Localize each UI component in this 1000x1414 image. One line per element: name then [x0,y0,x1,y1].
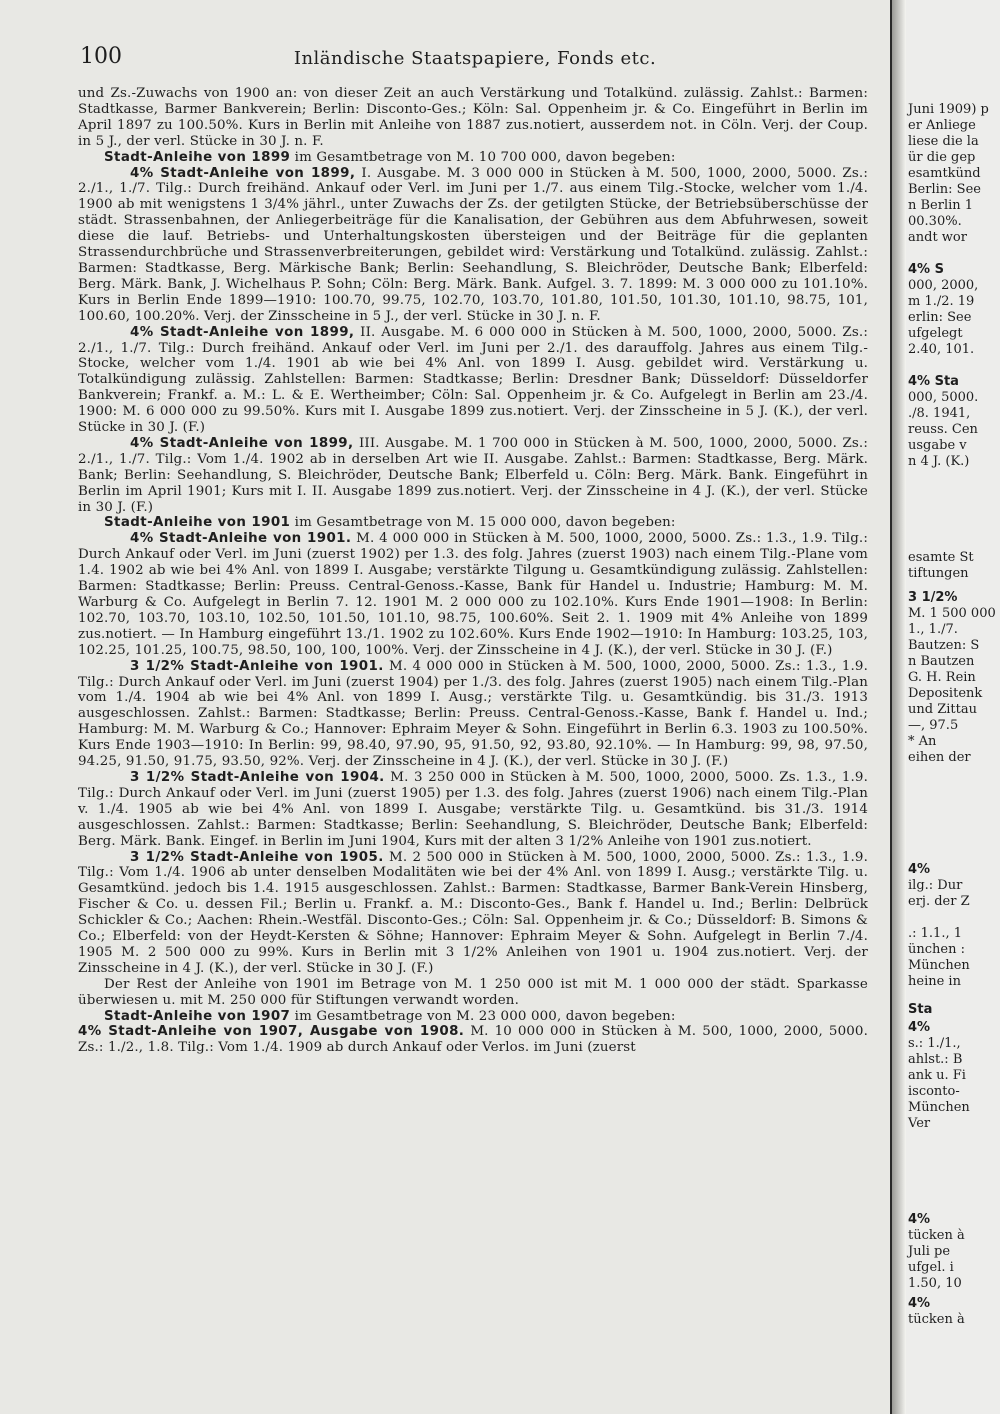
adjacent-page-text-fragment: n 4 J. (K.) [908,454,970,469]
paragraph-text: im Gesamtbetrage von M. 23 000 000, davon begeben: [290,1008,676,1024]
adjacent-page-text-fragment: ufgel. i [908,1260,954,1275]
adjacent-page-text-fragment: ank u. Fi [908,1068,966,1083]
paragraph-text: M. 4 000 000 in Stücken à M. 500, 1000, 2000, 5000. Zs.: 1.3., 1.9. Tilg.: Durch Ankauf oder Verl. im Juni (zuerst 1904) per 1./3. des folg. Jahres (zuerst 1905) nach einem Tilg.-Plan vom 1./4. 1904 ab wie bei 4% Anl. von 1899 I. Ausg.; verstärkte Tilg. u. Gesamtkündig. bis 31./3. 1913 ausgeschlossen. Zahlst.: Barmen: Stadtkasse; Berlin: Preuss. Central-Genoss.-Kasse, Bank f. Handel u. Ind.; Hamburg: M. M. Warburg & Co.; Hannover: Ephraim Meyer & Sohn. Eingeführt in Berlin 6.3. 1903 zu 100.50%. Kurs Ende 1903—1910: In Berlin: 99, 98.40, 97.90, 95, 91.50, 92, 93.80, 92.10%. — In Hamburg: 99, 98, 97.50, 94.25, 91.50, 91.75, 93.50, 92%. Verj. der Zinsscheine in 4 J. (K.), der verl. Stücke in 30 J. (F.) [78,658,868,770]
adjacent-page-text-fragment: 00.30%. [908,214,962,229]
adjacent-page-text-fragment: erlin: See [908,310,972,325]
adjacent-page-text-fragment: 000, 2000, [908,278,979,293]
adjacent-page-text-fragment: ünchen : [908,942,965,957]
adjacent-page-text-fragment: Juni 1909) p [908,102,989,117]
paragraph [78,850,868,977]
paragraph [78,166,868,325]
adjacent-page-text-fragment: Depositenk [908,686,983,701]
paragraph-text: III. Ausgabe. M. 1 700 000 in Stücken à M. 500, 1000, 2000, 5000. Zs.: 2./1., 1./7. Tilg.: Vom 1./4. 1902 ab in derselben Art wie II. Ausgabe. Zahlst.: Barmen: Stadtkasse, Berg. Märk. Bank; Berlin: Seehandlung, S. Bleichröder, Deutsche Bank; Elberfeld u. Cöln: Berg. Märk. Bank. Eingeführt in Berlin im April 1901; Kurs mit I. II. Ausgabe 1899 zus.notiert. Verj. der Zinsscheine in 4 J. (K.), der verl. Stücke in 30 J. (F.) [78,435,868,515]
running-title: Inländische Staatspapiere, Fonds etc. [293,48,657,69]
paragraph-text: Der Rest der Anleihe von 1901 im Betrage von M. 1 250 000 ist mit M. 1 000 000 der städt. Sparkasse überwiesen u. mit M. 250 000 für Stiftungen verwandt worden. [78,976,868,1008]
adjacent-page-text-fragment: und Zittau [908,702,977,717]
adjacent-page-text-fragment: 4% Sta [908,374,959,389]
adjacent-page-text-fragment: Ver [908,1116,931,1131]
adjacent-page-text-fragment: 2.40, 101. [908,342,975,357]
adjacent-page-text-fragment: ilg.: Dur [908,878,963,893]
loan-heading: Stadt-Anleihe von 1901 [104,515,291,531]
paragraph [78,659,868,770]
paragraph-text: I. Ausgabe. M. 3 000 000 in Stücken à M. 500, 1000, 2000, 5000. Zs.: 2./1., 1./7. Tilg.: Durch freihänd. Ankauf oder Verl. im Juni per 1./7. aus einem Tilg.-Stocke, welcher vom 1./4. 1900 ab mit wenigstens 1 3/4% jährl., unter Zuwachs der Zs. der getilgten Stücke, der Betriebsüberschüsse der städt. Strassenbahnen, der Anliegerbeiträge für die Kanalisation, der Gebühren aus dem Abfuhrwesen, soweit diese die lauf. Betriebs- und Unterhaltungskosten übersteigen und der Beiträge für die geplanten Strassendurchbrüche und Strassenverbreiterungen, gebildet wird: Verstärkung und Totalkünd. zulässig. Zahlst.: Barmen: Stadtkasse, Berg. Märkische Bank; Berlin: Seehandlung, S. Bleichröder, Deutsche Bank; Elberfeld: Berg. Märk. Bank, J. Wichelhaus P. Sohn; Cöln: Berg. Märk. Bank. Aufgel. 3. 7. 1899: M. 3 000 000 zu 101.10%. Kurs in Berlin Ende 1899—1910: 100.70, 99.75, 102.70, 103.70, 101.80, 101.50, 101.30, 101.10, 98.75, 101, 100.60, 100.20%. Verj. der Zinsscheine in 5 J., der verl. Stücke in 30 J. n. F. [78,165,868,324]
adjacent-page-text-fragment: andt wor [908,230,967,245]
adjacent-page-text-fragment: 3 1/2% [908,590,958,605]
adjacent-page-text-fragment: usgabe v [908,438,967,453]
adjacent-page-text-fragment: s.: 1./1., [908,1036,961,1051]
adjacent-page-text-fragment: 4% [908,1212,931,1227]
adjacent-page-text-fragment: M. 1 500 000 [908,606,996,621]
paragraph-text: M. 3 250 000 in Stücken à M. 500, 1000, 2000, 5000. Zs. 1.3., 1.9. Tilg.: Durch Ankauf oder Verl. im Juni (zuerst 1905) per 1.3. des folg. Jahres (zuerst 1906) nach einem Tilg.-Plan v. 1./4. 1905 ab wie bei 4% Anl. von 1899 I. Ausgabe; verstärkte Tilg. u. Gesamtkünd. bis 31./3. 1914 ausgeschlossen. Zahlst.: Barmen: Stadtkasse; Berlin: Seehandlung, S. Bleichröder, Deutsche Bank; Elberfeld: Berg. Märk. Bank. Eingef. in Berlin im Juni 1904, Kurs mit der alten 3 1/2% Anleihe von 1901 zus.notiert. [78,769,869,849]
adjacent-page-fragment [906,0,1000,1414]
loan-heading: 4% Stadt-Anleihe von 1899, [130,324,355,340]
loan-heading: 4% Stadt-Anleihe von 1899, [130,435,354,451]
paragraph [78,770,868,850]
paragraph [78,1009,868,1025]
adjacent-page-text-fragment: m 1./2. 19 [908,294,975,309]
book-gutter [892,0,906,1414]
adjacent-page-text-fragment: ahlst.: B [908,1052,963,1067]
adjacent-page-text-fragment: tücken à [908,1228,965,1243]
adjacent-page-text-fragment: Juli pe [908,1244,951,1259]
adjacent-page-text-fragment: 1.50, 10 [908,1276,962,1291]
adjacent-page-text-fragment: G. H. Rein [908,670,976,685]
adjacent-page-text-fragment: er Anliege [908,118,976,133]
adjacent-page-text-fragment: n Bautzen [908,654,975,669]
adjacent-page-text-fragment: München [908,1100,970,1115]
paragraph-text: M. 2 500 000 in Stücken à M. 500, 1000, 2000, 5000. Zs.: 1.3., 1.9. Tilg.: Vom 1./4. 1906 ab unter denselben Modalitäten wie bei der 4% Anl. von 1899 I. Ausg.; verstärkte Tilg. u. Gesamtkünd. jedoch bis 1.4. 1915 ausgeschlossen. Zahlst.: Barmen: Stadtkasse, Barmer Bank-Verein Hinsberg, Fischer & Co. u. dessen Fil.; Berlin u. Frankf. a. M.: Disconto-Ges., Bank f. Handel u. Ind.; Berlin: Delbrück Schickler & Co.; Aachen: Rhein.-Westfäl. Disconto-Ges.; Cöln: Sal. Oppenheim jr. & Co.; Düsseldorf: B. Simons & Co.; Elberfeld: von der Heydt-Kersten & Söhne; Hannover: Ephraim Meyer & Sohn. Aufgelegt in Berlin 7./4. 1905 M. 2 500 000 zu 99%. Kurs in Berlin mit 3 1/2% Anleihen von 1901 u. 1904 zus.notiert. Verj. der Zinsscheine in 4 J. (K.), der verl. Stücke in 30 J. (F.) [78,849,868,976]
paragraph-text: M. 10 000 000 in Stücken à M. 500, 1000, 2000, 5000. Zs.: 1./2., 1.8. Tilg.: Vom 1./4. 1909 ab durch Ankauf oder Verlos. im Juni (zuerst [78,1024,869,1056]
adjacent-page-text-fragment: erj. der Z [908,894,970,909]
paragraph-text: II. Ausgabe. M. 6 000 000 in Stücken à M. 500, 1000, 2000, 5000. Zs.: 2./1., 1./7. Tilg.: Durch freihänd. Ankauf oder Verl. im Juni per 2./1. des darauffolg. Jahres aus einem Tilg.-Stocke, welcher vom 1./4. 1901 ab wie bei 4% Anl. von 1899 I. Ausg. gebildet wird. Verstärkung u. Totalkündigung zulässig. Zahlstellen: Barmen: Stadtkasse; Berlin: Dresdner Bank; Düsseldorf: Düsseldorfer Bankverein; Frankf. a. M.: L. & E. Wertheimber; Cöln: Sal. Oppenheim jr. & Co. Aufgelegt in Berlin am 23./4. 1900: M. 6 000 000 zu 99.50%. Kurs mit I. Ausgabe 1899 zus.notiert. Verj. der Zinsscheine in 5 J. (K.), der verl. Stücke in 30 J. (F.) [78,324,868,436]
paragraph-text: und Zs.-Zuwachs von 1900 an: von dieser Zeit an auch Verstärkung und Totalkünd. zulässig. Zahlst.: Barmen: Stadtkasse, Barmer Bankverein; Berlin: Disconto-Ges.; Köln: Sal. Oppenheim jr. & Co. Eingeführt in Berlin im April 1897 zu 100.50%. Kurs in Berlin mit Anleihe von 1887 zus.notiert, ausserdem not. in Cöln. Verj. der Coup. in 5 J., der verl. Stücke in 30 J. n. F. [78,86,868,149]
adjacent-page-text-fragment: eihen der [908,750,971,765]
paragraph [78,436,868,516]
adjacent-page-text-fragment: Bautzen: S [908,638,980,653]
adjacent-page-text-fragment: isconto- [908,1084,960,1099]
paragraph [78,86,868,150]
adjacent-page-text-fragment: tücken à [908,1312,965,1327]
adjacent-page-text-fragment: 4% [908,862,931,877]
paragraph [78,150,868,166]
page-header [80,44,870,74]
loan-heading: 3 1/2% Stadt-Anleihe von 1905. [130,849,384,865]
adjacent-page-text-fragment: tiftungen [908,566,969,581]
paragraph-text: im Gesamtbetrage von M. 10 700 000, davon begeben: [290,149,676,165]
adjacent-page-text-fragment: 4% [908,1020,931,1035]
adjacent-page-text-fragment: ./8. 1941, [908,406,971,421]
adjacent-page-text-fragment: —, 97.5 [908,718,959,733]
loan-heading: 3 1/2% Stadt-Anleihe von 1904. [130,769,385,785]
paragraph [78,531,868,658]
adjacent-page-text-fragment: reuss. Cen [908,422,978,437]
paragraph-text: im Gesamtbetrage von M. 15 000 000, davon begeben: [290,515,676,531]
page-number: 100 [80,44,122,69]
paragraph-text: M. 4 000 000 in Stücken à M. 500, 1000, 2000, 5000. Zs.: 1.3., 1.9. Tilg.: Durch Ankauf oder Verl. im Juni (zuerst 1902) per 1.3. des folg. Jahres (zuerst 1903) nach einem Tilg.-Plane vom 1.4. 1902 ab wie bei 4% Anl. von 1899 I. Ausgabe; verstärkte Tilgung u. Gesamtkündigung zulässig. Zahlstellen: Barmen: Stadtkasse; Berlin: Preuss. Central-Genoss.-Kasse, Bank für Handel u. Industrie; Hamburg: M. M. Warburg & Co. Aufgelegt in Berlin 7. 12. 1901 M. 2 000 000 zu 102.10%. Kurs Ende 1901—1908: In Berlin: 102.70, 103.70, 103.10, 102.50, 101.50, 101.10, 98.75, 100.60%. Seit 2. 1. 1909 mit 4% Anleihe von 1899 zus.notiert. — In Hamburg eingeführt 13./1. 1902 zu 102.60%. Kurs Ende 1902—1910: In Hamburg: 103.25, 103, 102.25, 101.25, 100.75, 98.50, 100, 100, 100%. Verj. der Zinsscheine in 4 J. (K.), der verl. Stücke in 30 J. (F.) [78,531,868,658]
paragraph [78,325,868,436]
loan-heading: Stadt-Anleihe von 1899 [104,149,291,165]
adjacent-page-text-fragment: Sta [908,1002,933,1017]
adjacent-page-text-fragment: .: 1.1., 1 [908,926,962,941]
adjacent-page-text-fragment: liese die la [908,134,979,149]
adjacent-page-text-fragment: * An [908,734,937,749]
adjacent-page-text-fragment: ür die gep [908,150,976,165]
loan-heading: 4% Stadt-Anleihe von 1899, [130,165,356,181]
adjacent-page-text-fragment: 1., 1./7. [908,622,958,637]
adjacent-page-text-fragment: Berlin: See [908,182,981,197]
adjacent-page-text-fragment: ufgelegt [908,326,963,341]
loan-heading: 4% Stadt-Anleihe von 1901. [130,531,352,547]
adjacent-page-text-fragment: esamte St [908,550,974,565]
loan-heading: 4% Stadt-Anleihe von 1907, Ausgabe von 1908. [78,1024,465,1040]
adjacent-page-text-fragment: München [908,958,970,973]
loan-heading: Stadt-Anleihe von 1907 [104,1008,291,1024]
adjacent-page-text-fragment: heine in [908,974,961,989]
adjacent-page-text-fragment: n Berlin 1 [908,198,974,213]
adjacent-page-text-fragment: 4% S [908,262,944,277]
adjacent-page-text-fragment: 4% [908,1296,931,1311]
loan-heading: 3 1/2% Stadt-Anleihe von 1901. [130,658,384,674]
paragraph [78,1024,868,1056]
paragraph [78,977,868,1009]
body-text [78,86,868,1056]
adjacent-page-text-fragment: esamtkünd [908,166,981,181]
adjacent-page-text-fragment: 000, 5000. [908,390,979,405]
paragraph [78,515,868,531]
